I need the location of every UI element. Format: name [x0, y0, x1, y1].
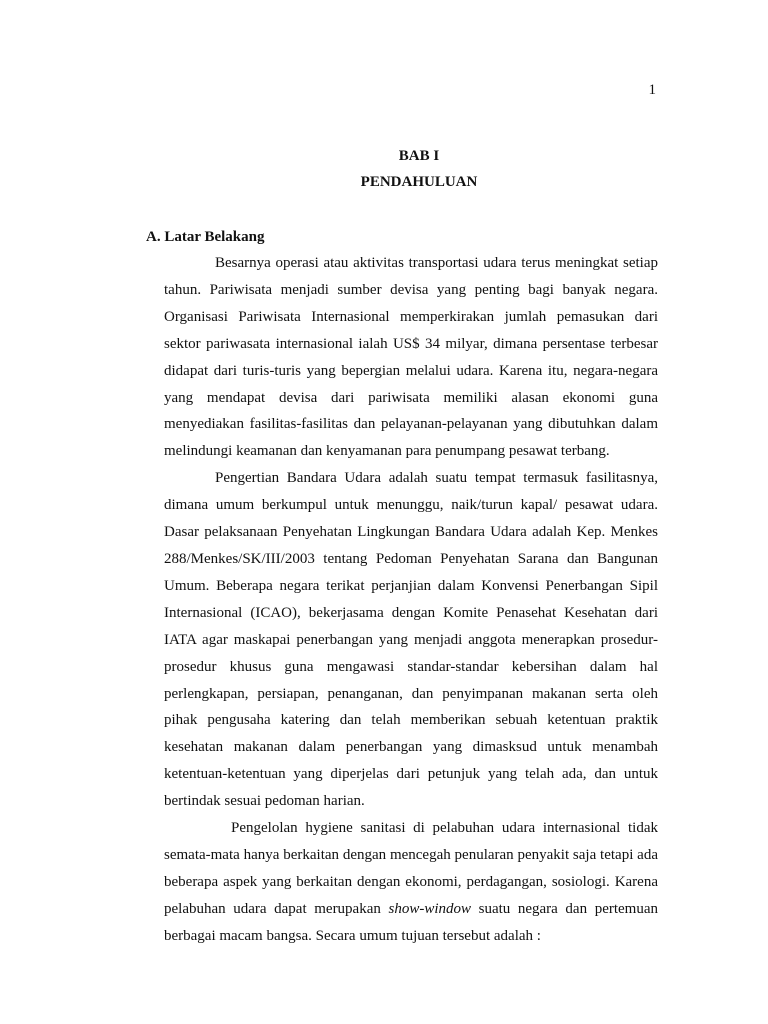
chapter-number: BAB I — [398, 148, 440, 164]
chapter-title: PENDAHULUAN — [360, 174, 478, 190]
body-text — [164, 250, 658, 950]
page-number: 1 — [648, 82, 656, 98]
paragraph-3-italic-term: show-window — [388, 900, 471, 917]
paragraph-3-text-start: Pengelolan hygiene sanitasi di pelabuhan udara internasional tidak semata-mata hanya berkaitan dengan mencegah penularan penyakit saja tetapi ada beberapa aspek yang berkaitan dengan ekonomi, perdagangan, sosiologi. Karena pelabuhan udara dapat merupakan — [164, 820, 658, 917]
section-heading: A. Latar Belakang — [146, 229, 265, 245]
paragraph-3-text-end: suatu negara dan pertemuan berbagai macam bangsa. Secara umum tujuan tersebut adalah : — [164, 900, 658, 944]
paragraph-3 — [164, 815, 658, 950]
paragraph-2: Pengertian Bandara Udara adalah suatu tempat termasuk fasilitasnya, dimana umum berkumpul untuk menunggu, naik/turun kapal/ pesawat udara. Dasar pelaksanaan Penyehatan Lingkungan Bandara Udara adalah Kep. Menkes 288/Menkes/SK/III/2003 tentang Pedoman Penyehatan Sarana dan Bangunan Umum. Beberapa negara terikat perjanjian dalam Konvensi Penerbangan Sipil Internasional (ICAO), bekerjasama dengan Komite Penasehat Kesehatan dari IATA agar maskapai penerbangan yang menjadi anggota menerapkan prosedur-prosedur khusus guna mengawasi standar-standar kebersihan dalam hal perlengkapan, persiapan, penanganan, dan penyimpanan makanan serta oleh pihak pengusaha katering dan telah memberikan sebuah ketentuan praktik kesehatan makanan dalam penerbangan yang dimasksud untuk menambah ketentuan-ketentuan yang diperjelas dari petunjuk yang telah ada, dan untuk bertindak sesuai pedoman harian. — [164, 470, 658, 810]
paragraph-1: Besarnya operasi atau aktivitas transportasi udara terus meningkat setiap tahun. Pariwisata menjadi sumber devisa yang penting bagi banyak negara. Organisasi Pariwisata Internasional memperkirakan jumlah pemasukan dari sektor pariwasata internasional ialah US$ 34 milyar, dimana persentase terbesar didapat dari turis-turis yang bepergian melalui udara. Karena itu, negara-negara yang mendapat devisa dari pariwisata memiliki alasan ekonomi guna menyediakan fasilitas-fasilitas dan pelayanan-pelayanan yang dibutuhkan dalam melindungi keamanan dan kenyamanan para penumpang pesawat terbang. — [164, 255, 658, 460]
